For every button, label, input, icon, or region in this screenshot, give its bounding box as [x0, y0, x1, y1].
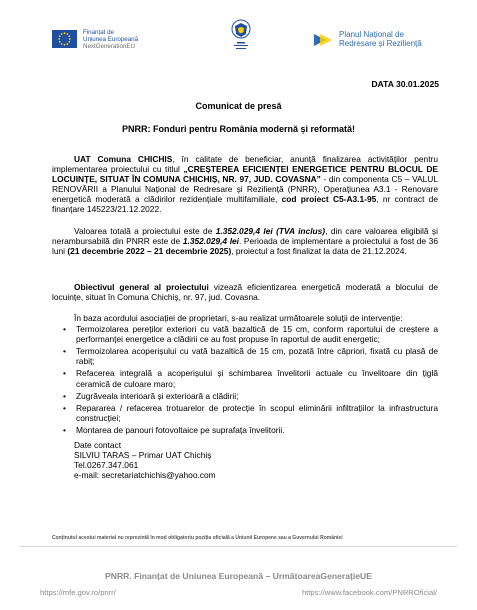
- beneficiary-name: UAT Comuna CHICHIS: [74, 154, 173, 164]
- list-item: • Zugrăveala interioară și exterioară a clădirii;: [76, 391, 438, 401]
- interventions-intro: În baza acordului asociației de proprietari, s-au realizat următoarele soluții de intervenție:: [74, 313, 403, 323]
- coat-of-arms-icon: [226, 18, 256, 56]
- disclaimer-divider: [20, 546, 457, 547]
- implementation-period: (21 decembrie 2022 – 21 decembrie 2025): [65, 246, 232, 257]
- objective-label: Obiectivul general al proiectului: [74, 282, 209, 292]
- contact-block: [74, 440, 374, 480]
- pnrr-logo-line1: Planul Național de: [339, 30, 404, 39]
- interventions-section: [62, 313, 438, 437]
- list-item: • Montarea de panouri fotovoltaice pe suprafața învelitorii.: [76, 425, 438, 435]
- contact-phone: Tel.0267.347.061: [74, 460, 139, 471]
- document-date: DATA 30.01.2025: [371, 79, 439, 89]
- eu-flag-icon: [52, 30, 77, 48]
- footer-link-facebook[interactable]: https://www.facebook.com/PNRROficial/: [301, 588, 437, 597]
- contact-name: SILVIU TARAS – Primar UAT Chichiș: [74, 450, 212, 461]
- page-subtitle: PNRR: Fonduri pentru România modernă și reformată!: [121, 124, 356, 134]
- eu-logo-line1: Finanțat de: [83, 29, 114, 36]
- eligible-value: 1.352.029,4: [182, 236, 228, 247]
- list-item: • Termoizolarea pereților exteriori cu vată bazaltică de 15 cm, conform raportului de creștere a performanței energetice a clădirii ce au fost propuse în raportul de audit energetic;: [76, 324, 438, 344]
- list-item: • Refacerea integrală a acoperișului și schimbarea învelitorii actuale cu învelitoare din țiglă ceramică de culoare maro;: [76, 368, 438, 388]
- total-value: 1.352.029,4 lei (TVA inclus): [215, 226, 326, 236]
- footer-link-website[interactable]: https://mfe.gov.ro/pnrr/: [40, 588, 116, 597]
- eu-logo: [52, 29, 162, 53]
- contact-email: e-mail: secretariatchichis@yahoo.com: [74, 470, 216, 481]
- footer-title: PNRR. Finanțat de Uniunea Europeană – UrmătoareaGenerațieUE: [105, 571, 372, 581]
- list-item: • Repararea / refacerea trotuarelor de protecție în scopul eliminării infiltrațiilor la infrastructura construcției;: [76, 403, 438, 423]
- interventions-list: [62, 324, 438, 435]
- paragraph-objective: Obiectivul general al proiectului vizează eficientizarea energetică moderată a blocului de locuințe, situat în Comuna Chichiș, nr. 97, jud. Covasna.: [52, 282, 438, 303]
- eu-logo-line3: NextGenerationEU: [83, 43, 135, 50]
- eu-logo-line2: Uniunea Europeană: [83, 36, 139, 43]
- page-title: Comunicat de presă: [195, 101, 282, 111]
- pnrr-logo: [312, 29, 452, 53]
- paragraph-value: Valoarea totală a proiectului este de 1.352.029,4 lei (TVA inclus), din care valoarea eligibilă și nerambursabilă din PNRR este de 1.352.029,4 lei. Perioada de implementare a proiectului a fost de 36 luni (21 decembrie 2022 – 21 decembrie 2025), proiectul a fost finalizat la data de 21.12.2024.: [52, 226, 438, 257]
- project-title: „CREȘTEREA EFICIENȚEI ENERGETICE PENTRU BLOCUL DE LOCUINȚE, SITUAT ÎN COMUNA CHICHIȘ, NR. 97, JUD. COVASNA”: [52, 164, 438, 185]
- contact-label: Date contact: [74, 440, 122, 450]
- paragraph-intro: UAT Comuna CHICHIS, în calitate de beneficiar, anunță finalizarea activităților pentru implementarea proiectului cu titlul „CREȘTEREA EFICIENȚEI ENERGETICE PENTRU BLOCUL DE LOCUINȚE, SITUAT ÎN COMUNA CHICHIȘ, NR. 97, JUD. COVASNA” - din componenta C5 – VALUL RENOVĂRII a Planului Național de Redresare și Reziliență (PNRR), Operațiunea A3.1 - Renovare energetică moderată a clădirilor rezidențiale multifamiliale, cod proiect C5-A3.1-95, nr contract de finanțare 145223/21.12.2022.: [52, 154, 438, 215]
- list-item: • Termoizolarea acoperișului cu vată bazaltică de 15 cm, pozată între căpriori, fixată cu plasă de rabiț;: [76, 346, 438, 366]
- eligible-currency: lei: [229, 236, 239, 247]
- pnrr-arrow-icon: [312, 30, 334, 50]
- romania-government-logo: [226, 18, 256, 56]
- project-code: cod proiect C5-A3.1-95: [277, 194, 377, 205]
- pnrr-logo-line2: Redresare și Reziliență: [339, 39, 422, 48]
- disclaimer: Conținutul acestui material nu reprezintă în mod obligatoriu poziția oficială a Uniunii Europene sau a Guvernului României: [52, 535, 343, 541]
